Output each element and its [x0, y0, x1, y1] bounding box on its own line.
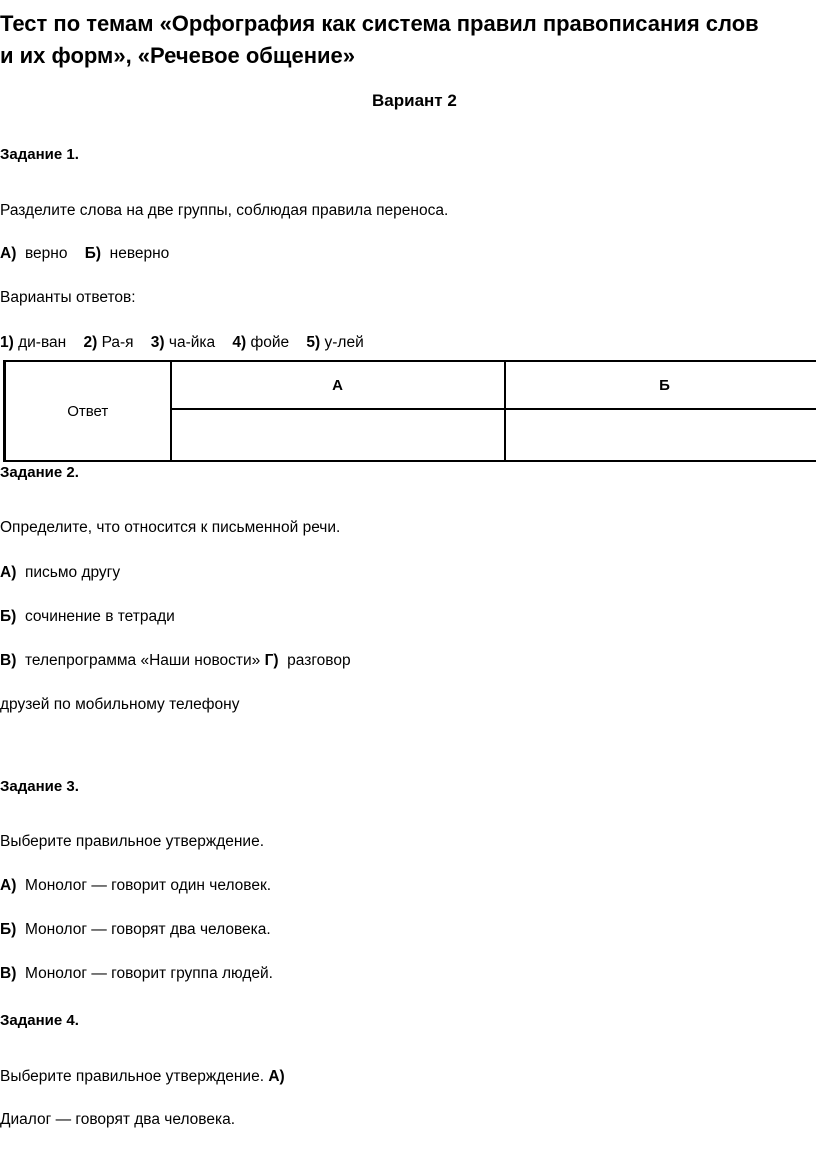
answer-3-num: 3) — [150, 334, 165, 351]
option-b-letter: Б) — [0, 921, 17, 938]
task-1-heading: Задание 1. — [0, 146, 79, 163]
option-b-text: сочинение в тетради — [24, 608, 175, 625]
task-2-option-v-g — [0, 652, 351, 670]
option-a-text: Монолог — говорит один человек. — [24, 877, 272, 894]
option-v-letter: В) — [0, 652, 17, 669]
task-4-question-text: Выберите правильное утверждение. — [0, 1068, 265, 1085]
option-b-letter: Б) — [0, 608, 17, 625]
answer-1-num: 1) — [0, 334, 14, 351]
task-2-heading: Задание 2. — [0, 464, 79, 481]
page-title-line-2: и их форм», «Речевое общение» — [0, 43, 355, 68]
option-a-text: верно — [24, 245, 68, 262]
answer-3-word: ча-йка — [168, 334, 216, 351]
answer-5-word: у-лей — [324, 334, 364, 351]
task-4-option-a-text: Диалог — говорят два человека. — [0, 1111, 236, 1128]
option-b-text: Монолог — говорят два человека. — [24, 921, 271, 938]
task-2-option-g-continued: друзей по мобильному телефону — [0, 696, 240, 713]
answer-4-word: фойе — [250, 334, 290, 351]
variant-heading: Вариант 2 — [372, 91, 457, 110]
option-a-letter: А) — [0, 564, 17, 581]
task-4-question — [0, 1068, 285, 1086]
task-2-question: Определите, что относится к письменной речи. — [0, 519, 341, 536]
task-1-answer-list — [0, 334, 364, 352]
task-3-option-v — [0, 965, 273, 983]
answer-row-label: Ответ — [5, 361, 171, 461]
option-b-letter: Б) — [84, 245, 102, 262]
task-1-options — [0, 245, 169, 263]
task-3-option-b — [0, 921, 271, 939]
task-3-option-a — [0, 877, 271, 895]
option-g-text: разговор — [287, 652, 351, 669]
task-2-option-a — [0, 564, 120, 582]
page-title-line-1: Тест по темам «Орфография как система правил правописания слов — [0, 11, 759, 36]
task-3-question: Выберите правильное утверждение. — [0, 833, 265, 850]
option-g-letter: Г) — [264, 652, 279, 669]
task-1-answers-label: Варианты ответов: — [0, 289, 136, 306]
answer-4-num: 4) — [232, 334, 247, 351]
answer-2-word: Ра-я — [101, 334, 134, 351]
option-a-letter: А) — [0, 245, 17, 262]
option-a-letter: А) — [268, 1068, 285, 1085]
task-1-question: Разделите слова на две группы, соблюдая правила переноса. — [0, 202, 449, 219]
option-v-text: телепрограмма «Наши новости» — [24, 652, 261, 669]
column-b-header: Б — [505, 361, 816, 409]
option-v-letter: В) — [0, 965, 17, 982]
answer-table — [3, 360, 816, 462]
option-a-text: письмо другу — [24, 564, 121, 581]
task-4-heading: Задание 4. — [0, 1012, 79, 1029]
answer-cell-a[interactable] — [171, 409, 505, 461]
answer-1-word: ди-ван — [18, 334, 67, 351]
answer-2-num: 2) — [83, 334, 98, 351]
task-3-heading: Задание 3. — [0, 778, 79, 795]
task-2-option-b — [0, 608, 175, 626]
option-a-letter: А) — [0, 877, 17, 894]
option-b-text: неверно — [109, 245, 170, 262]
answer-cell-b[interactable] — [505, 409, 816, 461]
option-v-text: Монолог — говорит группа людей. — [24, 965, 273, 982]
answer-5-num: 5) — [306, 334, 321, 351]
column-a-header: А — [171, 361, 505, 409]
